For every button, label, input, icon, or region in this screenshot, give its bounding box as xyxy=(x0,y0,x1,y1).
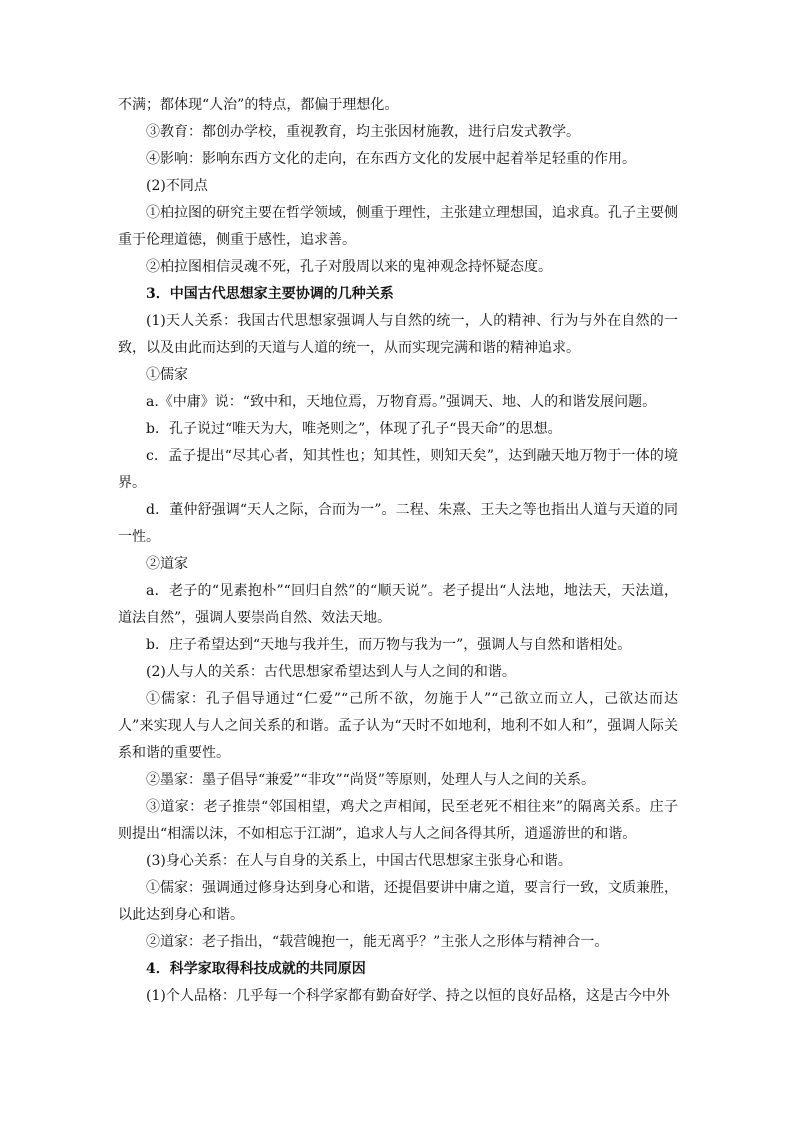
paragraph: d．董仲舒强调“天人之际，合而为一”。二程、朱熹、王夫之等也指出人道与天道的同一性。 xyxy=(118,502,678,545)
document-body xyxy=(118,92,678,1010)
subheading: ②道家 xyxy=(146,556,188,572)
paragraph: b．孔子说过“唯天为大，唯尧则之”，体现了孔子“畏天命”的思想。 xyxy=(146,421,562,437)
paragraph: ①儒家：孔子倡导通过“仁爱”“己所不欲，勿施于人”“己欲立而立人，己欲达而达人”来实现人与人之间关系的和谐。孟子认为“天时不如地利，地利不如人和”，强调人际关系和谐的重要性。 xyxy=(118,691,678,761)
paragraph: ②柏拉图相信灵魂不死，孔子对殷周以来的鬼神观念持怀疑态度。 xyxy=(146,259,552,275)
paragraph: a．老子的“见素抱朴”“回归自然”的“顺天说”。老子提出“人法地，地法天，天法道，道法自然”，强调人要崇尚自然、效法天地。 xyxy=(118,583,678,626)
section-heading: 3．中国古代思想家主要协调的几种关系 xyxy=(146,286,394,302)
paragraph: c．孟子提出“尽其心者，知其性也；知其性，则知天矣”，达到融天地万物于一体的境界。 xyxy=(118,448,678,491)
paragraph: ②墨家：墨子倡导“兼爱”“非攻”“尚贤”等原则，处理人与人之间的关系。 xyxy=(146,772,595,788)
paragraph: ③道家：老子推崇“邻国相望，鸡犬之声相闻，民至老死不相往来”的隔离关系。庄子则提出“相濡以沫，不如相忘于江湖”，追求人与人之间各得其所，逍遥游世的和谐。 xyxy=(118,799,678,842)
paragraph: ②道家：老子指出，“载营魄抱一，能无离乎？”主张人之形体与精神合一。 xyxy=(146,934,609,950)
paragraph: ①儒家：强调通过修身达到身心和谐，还提倡要讲中庸之道，要言行一致，文质兼胜，以此达到身心和谐。 xyxy=(118,880,678,923)
subheading: ①儒家 xyxy=(146,367,188,383)
subheading: (2)不同点 xyxy=(146,178,208,194)
paragraph: ①柏拉图的研究主要在哲学领域，侧重于理性，主张建立理想国，追求真。孔子主要侧重于伦理道德，侧重于感性，追求善。 xyxy=(118,205,678,248)
paragraph: (3)身心关系：在人与自身的关系上，中国古代思想家主张身心和谐。 xyxy=(146,853,572,869)
paragraph: (1)个人品格：几乎每一个科学家都有勤奋好学、持之以恒的良好品格，这是古今中外 xyxy=(146,988,670,1004)
paragraph: 不满；都体现“人治”的特点，都偏于理想化。 xyxy=(118,97,399,113)
paragraph: (1)天人关系：我国古代思想家强调人与自然的统一，人的精神、行为与外在自然的一致，以及由此而达到的天道与人道的统一，从而实现完满和谐的精神追求。 xyxy=(118,313,678,356)
paragraph: a.《中庸》说：“致中和，天地位焉，万物育焉。”强调天、地、人的和谐发展问题。 xyxy=(146,394,657,410)
section-heading: 4．科学家取得科技成就的共同原因 xyxy=(146,961,366,977)
paragraph: ④影响：影响东西方文化的走向，在东西方文化的发展中起着举足轻重的作用。 xyxy=(146,151,636,167)
paragraph: b．庄子希望达到“天地与我并生，而万物与我为一”，强调人与自然和谐相处。 xyxy=(146,637,632,653)
paragraph: ③教育：都创办学校，重视教育，均主张因材施教，进行启发式教学。 xyxy=(146,124,580,140)
paragraph: (2)人与人的关系：古代思想家希望达到人与人之间的和谐。 xyxy=(146,664,516,680)
